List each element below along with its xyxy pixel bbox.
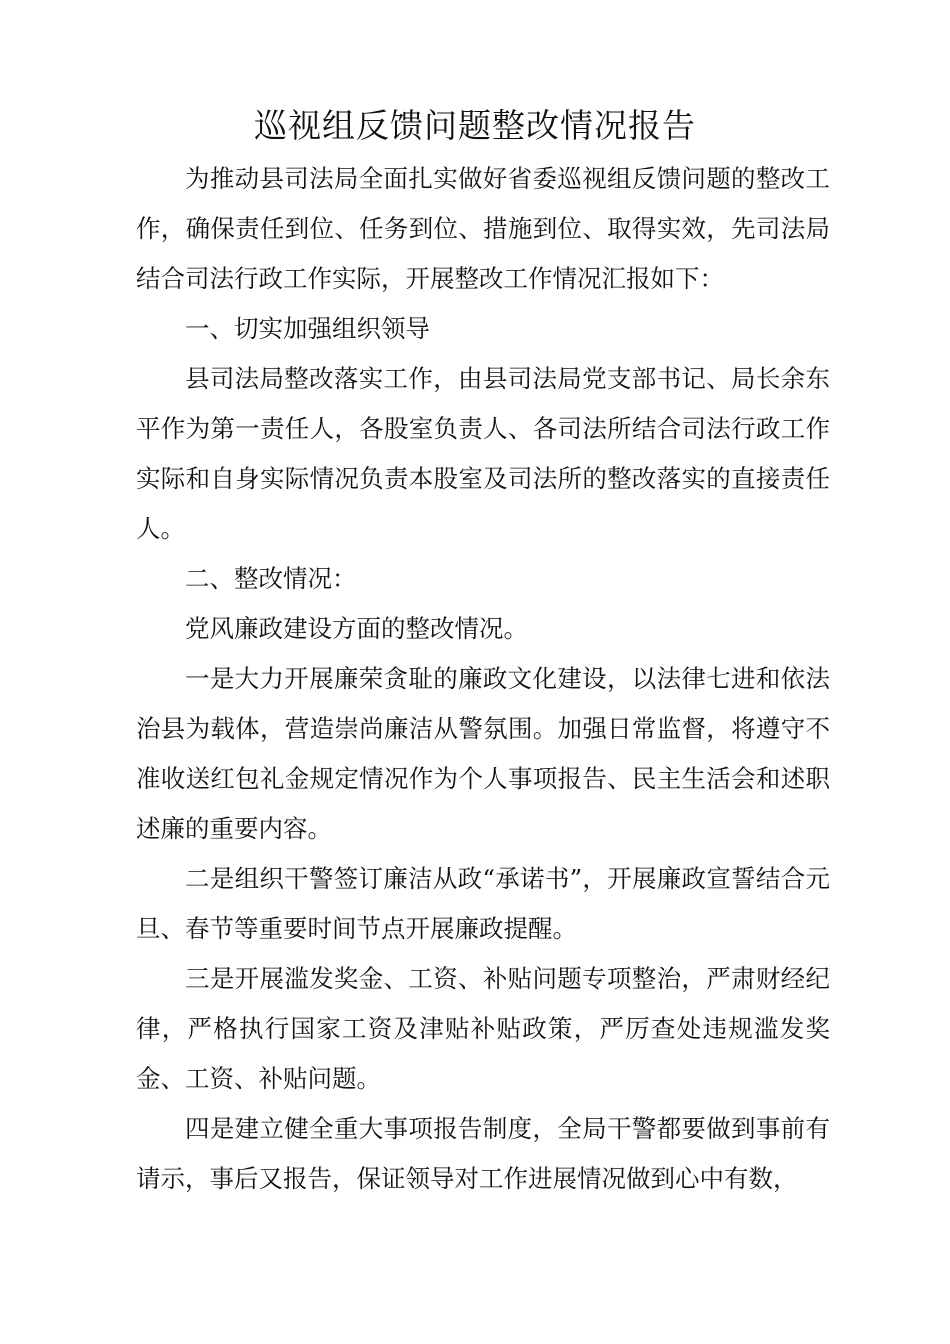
section-heading-rectification: 二、整改情况： — [185, 564, 357, 593]
item-two-paragraph: 二是组织干警签订廉洁从政“承诺书”，开展廉政宣誓结合元旦、春节等重要时间节点开展廉政提醒。 — [136, 864, 830, 943]
subheading-party-conduct: 党风廉政建设方面的整改情况。 — [185, 614, 528, 643]
document-body — [136, 154, 830, 1204]
item-one-paragraph: 一是大力开展廉荣贪耻的廉政文化建设，以法律七进和依法治县为载体，营造崇尚廉洁从警氛围。加强日常监督，将遵守不准收送红包礼金规定情况作为个人事项报告、民主生活会和述职述廉的重要内容。 — [136, 664, 830, 843]
item-four-paragraph: 四是建立健全重大事项报告制度，全局干警都要做到事前有请示，事后又报告，保证领导对工作进展情况做到心中有数， — [136, 1114, 830, 1193]
organization-paragraph: 县司法局整改落实工作，由县司法局党支部书记、局长余东平作为第一责任人，各股室负责人、各司法所结合司法行政工作实际和自身实际情况负责本股室及司法所的整改落实的直接责任人。 — [136, 364, 830, 543]
document-title: 巡视组反馈问题整改情况报告 — [254, 106, 696, 145]
item-three-paragraph: 三是开展滥发奖金、工资、补贴问题专项整治，严肃财经纪律，严格执行国家工资及津贴补贴政策，严厉查处违规滥发奖金、工资、补贴问题。 — [136, 964, 830, 1093]
section-heading-organization: 一、切实加强组织领导 — [185, 314, 430, 343]
intro-paragraph: 为推动县司法局全面扎实做好省委巡视组反馈问题的整改工作，确保责任到位、任务到位、措施到位、取得实效，先司法局结合司法行政工作实际，开展整改工作情况汇报如下： — [136, 164, 830, 293]
